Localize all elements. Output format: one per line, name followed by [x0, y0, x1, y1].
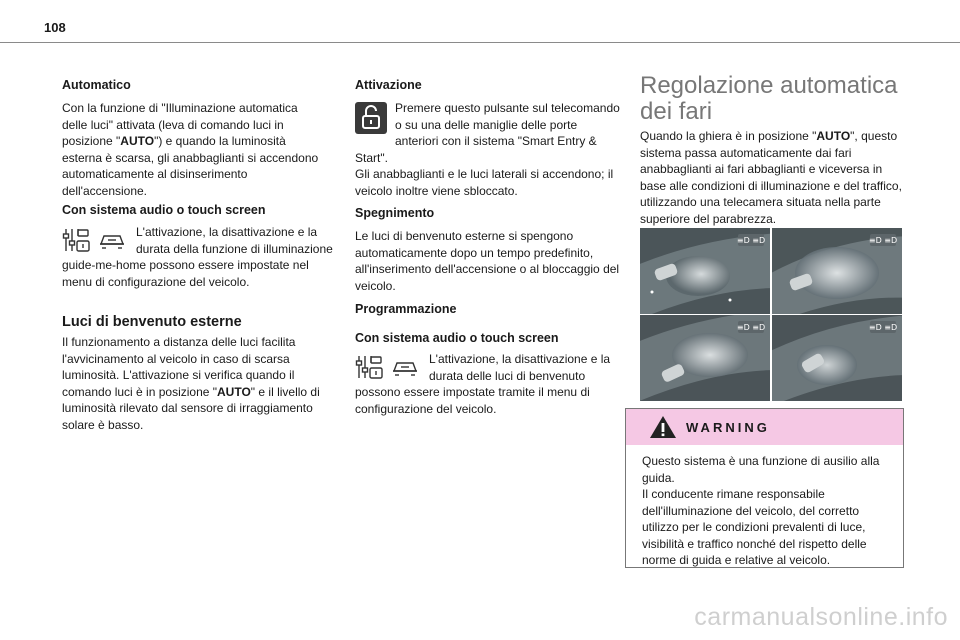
automatico-heading: Automatico [62, 78, 131, 92]
svg-text:≡D ≡D: ≡D ≡D [868, 236, 898, 245]
sistema-heading-2: Con sistema audio o touch screen [355, 331, 559, 345]
page-number: 108 [44, 20, 66, 35]
icon-group [62, 226, 126, 254]
warning-triangle-icon [648, 414, 678, 440]
illustration-4 [772, 315, 902, 401]
programmazione-heading: Programmazione [355, 302, 457, 316]
warning-text-2: Il conducente rimane responsabile dell'illuminazione del veicolo, del corretto utilizzo per le condizioni prevalenti di luce, visibilità e traffico nonché del rispetto delle norme di guida e relative al veicolo. [642, 487, 867, 567]
automatico-text: Con la funzione di "Illuminazione automatica delle luci" attivata (leva di comando luci in posizione "AUTO") e quando la luminosità esterna è scarsa, gli anabbaglianti si accendono automaticamente al disinserimento dell'accensione. [62, 101, 319, 198]
svg-text:≡D ≡D: ≡D ≡D [868, 323, 898, 332]
illustration-2 [772, 228, 902, 314]
car-icon [98, 226, 126, 254]
headlight-icon [737, 234, 765, 246]
spegnimento-heading: Spegnimento [355, 206, 435, 220]
headlight-icon [869, 321, 897, 333]
warning-title: WARNING [686, 419, 770, 435]
car-icon [391, 353, 419, 381]
sistema-text-1: L'attivazione, la disattivazione e la durata della funzione di illuminazione guide-me-home possono essere impostate nel menu di configurazione del veicolo. [62, 225, 333, 289]
headlight-illustration-grid [640, 228, 902, 401]
headlight-icon [737, 321, 765, 333]
luci-heading: Luci di benvenuto esterne [62, 314, 242, 330]
sistema-text-2: L'attivazione, la disattivazione e la durata delle luci di benvenuto possono essere impostate tramite il menu di configurazione del veicolo. [355, 352, 611, 416]
illustration-1 [640, 228, 770, 314]
regolazione-text: Quando la ghiera è in posizione "AUTO", questo sistema passa automaticamente dai fari anabbaglianti ai fari abbaglianti e viceversa in base alle condizioni di illuminazione e del traffico, utilizzando una telecamera situata nella parte superiore del parabrezza. [640, 129, 902, 226]
headlight-icon [869, 234, 897, 246]
svg-text:≡D ≡D: ≡D ≡D [736, 323, 766, 332]
watermark: carmanualsonline.info [694, 603, 948, 631]
top-rule [0, 42, 960, 43]
regolazione-title: Regolazione automatica dei fari [640, 72, 898, 125]
attivazione-text-2: Gli anabbaglianti e le luci laterali si accendono; il veicolo inoltre viene sbloccato. [355, 167, 614, 198]
sistema-heading-1: Con sistema audio o touch screen [62, 203, 266, 217]
unlock-icon [355, 102, 387, 134]
warning-box [625, 408, 904, 568]
luci-text: Il funzionamento a distanza delle luci facilita l'avvicinamento al veicolo in caso di scarsa luminosità. L'attivazione si verifica quando il comando luci è in posizione "AUTO" e il livello di luminosità rilevato dal sensore di irraggiamento solare è basso. [62, 335, 320, 432]
spegnimento-text: Le luci di benvenuto esterne si spengono automaticamente dopo un tempo predefinito, all'inserimento dell'accensione o al bloccaggio del veicolo. [355, 229, 620, 293]
illustration-3 [640, 315, 770, 401]
settings-touch-icon [355, 353, 383, 381]
sistema-block-2 [355, 351, 617, 417]
icon-group-2 [355, 353, 419, 381]
settings-touch-icon [62, 226, 90, 254]
attivazione-text-1: Premere questo pulsante sul telecomando o su una delle maniglie delle porte anteriori con il sistema "Smart Entry & Start". [355, 101, 620, 165]
svg-text:≡D ≡D: ≡D ≡D [736, 236, 766, 245]
warning-body [626, 445, 903, 569]
attivazione-heading: Attivazione [355, 78, 422, 92]
warning-text-1: Questo sistema è una funzione di ausilio alla guida. [642, 454, 880, 485]
warning-header [626, 409, 903, 445]
sistema-block-1 [62, 224, 338, 290]
attivazione-block [355, 100, 621, 199]
